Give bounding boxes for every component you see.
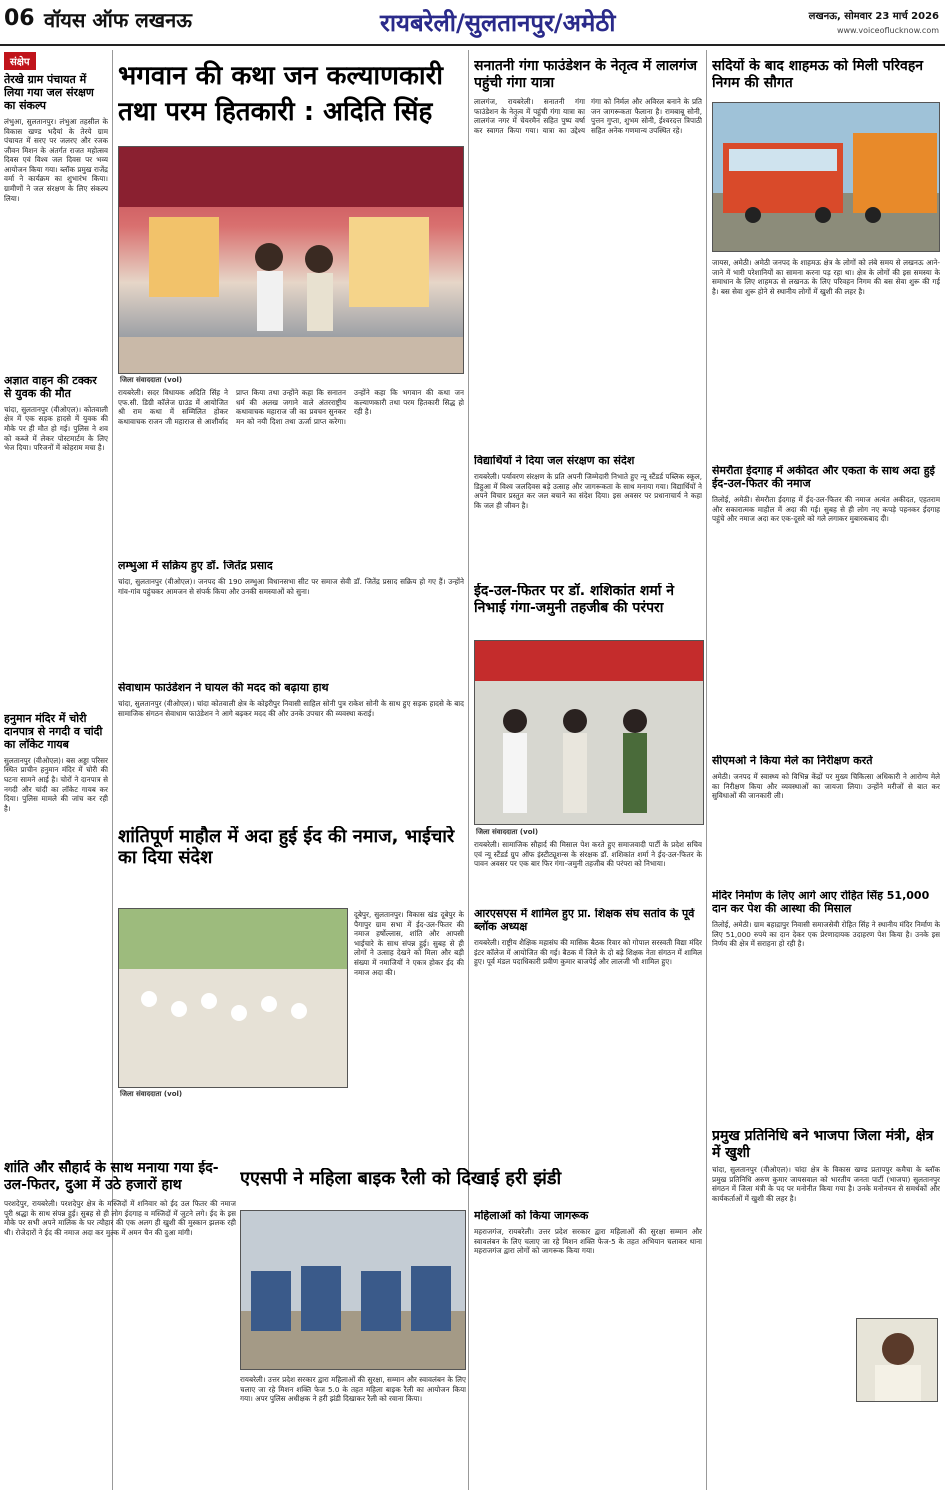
shantipurn-photo-credit: जिला संवाददाता (vol): [120, 1090, 183, 1098]
asp-story: [240, 1168, 702, 1204]
aditi-photo-credit: जिला संवाददाता (vol): [120, 376, 183, 384]
cmo-headline: सीएमओ ने किया मेले का निरीक्षण करते: [712, 755, 873, 767]
masthead: [0, 0, 945, 46]
brief-1-headline: तेरखे ग्राम पंचायत में लिया गया जल संरक्षण का संकल्प: [4, 73, 94, 112]
brand-title: वॉयस ऑफ लखनऊ: [44, 8, 192, 32]
shahmau-bus-photo: [712, 102, 940, 252]
shantipurn-body: दूबेपुर, सुलतानपुर। विकास खंड दूबेपुर के पैगापुर ग्राम सभा में ईद-उल-फितर की नमाज हर्षोल्लास, शांति और आपसी भाईचारे के साथ संपन्न हुई। सुबह से ही लोगों ने उत्साह देखने को मिला और बड़ी संख्या में नमाजियों ने एकत्र होकर ईद की नमाज अदा की।: [354, 910, 464, 977]
sewadham-body: चांदा, सुलतानपुर (वीओएल)। चांदा कोतवाली क्षेत्र के कोइरीपुर निवासी साहिल सोनी पुत्र राकेश सोनी के साथ हुए सड़क हादसे के बाद सामाजिक संगठन सेवाधाम फाउंडेशन ने आगे बढ़कर मदद की और उनके उपचार की व्यवस्था कराई।: [118, 698, 464, 718]
sankshep-tag: संक्षेप: [4, 52, 36, 70]
eid-parshadepur-headline: शांति और सौहार्द के साथ मनाया गया ईद-उल-फितर, दुआ में उठे हजारों हाथ: [4, 1160, 219, 1193]
column-divider: [468, 50, 469, 1490]
shahmau-body: जायस, अमेठी। अमेठी जनपद के शाहमऊ क्षेत्र के लोगों को लंबे समय से लखनऊ आने-जाने में भारी परेशानियों का सामना करना पड़ रहा था। क्षेत्र के लोगों की इस समस्या के समाधान के लिए शाहमऊ से लखनऊ के लिए परिवहन निगम की बस सेवा शुरू की गई है। बस सेवा शुरू होने से स्थानीय लोगों में खुशी की लहर है।: [712, 258, 940, 296]
semrauta-body: तिलोई, अमेठी। सेमरौता ईदगाह में ईद-उल-फितर की नमाज अत्यंत अकीदत, एहतराम और सकारात्मक माहौल में अदा की गई। सुबह से ही लोग नए कपड़े पहनकर ईदगाह पहुंचे और नमाज अदा कर एक-दूसरे को गले लगाकर मुबारकबाद दी।: [712, 494, 940, 524]
eid-shashikant-body: रायबरेली। सामाजिक सौहार्द की मिसाल पेश करते हुए समाजवादी पार्टी के प्रदेश सचिव एवं न्यू स्टैंडर्ड ग्रुप ऑफ इंस्टीट्यूशन्स के संरक्षक डॉ. शशिकांत शर्मा ने ईद-उल-फितर के पावन अवसर पर एक बार फिर गंगा-जमुनी तहजीब की परंपरा को निभाया।: [474, 840, 702, 869]
site-url[interactable]: www.voiceoflucknow.com: [836, 26, 939, 35]
sanatani-story: [474, 58, 702, 448]
vidyarthi-story: [474, 455, 702, 575]
rss-body: रायबरेली। राष्ट्रीय शैक्षिक महासंघ की मासिक बैठक रिवार को गोपाल सरस्वती विद्या मंदिर इंटर कॉलेज में आयोजित की गई। बैठक में जिले के दो बड़े शिक्षक नेता संगठन में शामिल हुए। पूर्व मंडल पदाधिकारी प्रवीण कुमार बाजपेई और लालजी भी शामिल हुए।: [474, 937, 702, 967]
brief-1-body: लंभुआ, सुलतानपुर। लंभुआ तहसील के विकास खण्ड भदैयां के तेरये ग्राम पंचायत में सरए पर जलरए और रजक जीवन मिशन के अंतर्गत राजत महोत्सव दिवस एवं विश्व जल दिवस पर भव्य आयोजन किया गया। ब्लॉक प्रमुख राजेंद्र वर्मा ने कार्यक्रम का शुभारंभ किया। ग्रामीणों ने जल संरक्षण के लिए संकल्प लिया।: [4, 116, 108, 203]
rohit-headline: मंदिर निर्माण के लिए आगे आए रोहित सिंह 51,000 दान कर पेश की आस्था की मिसाल: [712, 890, 930, 915]
aditi-body: रायबरेली। सदर विधायक अदिति सिंह ने एफ.सी. डिग्री कॉलेज ग्राउंड में आयोजित श्री राम कथा में सम्मिलित होकर कथावाचक राजन जी महाराज से आशीर्वाद प्राप्त किया तथा उन्होंने कहा कि सनातन धर्म की अलख जगाने वाले अंतरराष्ट्रीय कथावाचक महाराज जी का प्रवचन सुनकर मन को नयी दिशा तथा ऊर्जा प्राप्त करेगा। उन्होंने कहा कि भगवान की कथा जन कल्याणकारी तथा परम हितकारी सिद्ध हो रही है।: [118, 388, 464, 426]
asp-headline: एएसपी ने महिला बाइक रैली को दिखाई हरी झंडी: [240, 1168, 562, 1189]
jitendra-story: [118, 560, 464, 670]
semrauta-story: [712, 465, 940, 745]
aditi-photo: [118, 146, 464, 374]
pramukh-body: चांदा, सुलतानपुर (वीओएल)। चांदा क्षेत्र के विकास खण्ड प्रतापपुर कमैचा के ब्लॉक प्रमुख प्रतिनिधि अरुण कुमार जायसवाल को भारतीय जनता पार्टी (भाजपा) सुलतानपुर संगठन में जिला मंत्री के पद पर मनोनीत किया गया है। उनके मनोनयन से समर्थकों और कार्यकर्ताओं में खुशी की लहर है।: [712, 1165, 940, 1203]
eid-parshadepur-body: परशदेपुर, रायबरेली। परशदेपुर क्षेत्र के मस्जिदों में शनिवार को ईद उल फितर की नमाज पूरी श्रद्धा के साथ संपन्न हुई। सुबह से ही लोग ईदगाह व मस्जिदों में जुटने लगे। ईद के इस मौके पर सभी अपने मालिक के घर त्यौहार की एक अलग ही खुशी की मुस्कान झलक रही थी। रोजेदारों ने ईद की नमाज अदा कर मुल्क में अमन चैन की दुआ मांगी।: [4, 1199, 236, 1237]
pramukh-story: [712, 1128, 940, 1490]
shantipurn-photo: [118, 908, 348, 1088]
eid-shashikant-photo-credit: जिला संवाददाता (vol): [476, 828, 539, 836]
brief-3-body: सुलतानपुर (वीओएल)। बस अड्डा परिसर स्थित प्राचीन हनुमान मंदिर में चोरी की घटना सामने आई है। चोरों ने दानपात्र से नगदी और चांदी का लॉकेट गायब कर दिया। पुलिस मामले की जांच कर रही है।: [4, 755, 108, 813]
aditi-headline: भगवान की कथा जन कल्याणकारी तथा परम हितकारी : अदिति सिंह: [118, 61, 444, 128]
mahila-story: [474, 1210, 702, 1490]
mahila-body: महराजगंज, रायबरेली। उत्तर प्रदेश सरकार द्वारा महिलाओं की सुरक्षा सम्मान और स्वावलंबन के लिए चलाए जा रहे मिशन शक्ति फेज-5 के तहत अभियान चलाकर थाना महराजगंज द्वारा लोगों को जागरूक किया गया।: [474, 1226, 702, 1256]
vidyarthi-headline: विद्यार्थियों ने दिया जल संरक्षण का संदेश: [474, 455, 635, 467]
asp-body: रायबरेली। उत्तर प्रदेश सरकार द्वारा महिलाओं की सुरक्षा, सम्मान और स्वावलंबन के लिए चलाए जा रहे मिशन शक्ति फेज 5.0 के तहत महिला बाइक रैली का आयोजन किया गया। अपर पुलिस अधीक्षक ने हरी झंडी दिखाकर रैली को रवाना किया।: [240, 1375, 466, 1404]
brief-3-headline: हनुमान मंदिर में चोरी दानपात्र से नगदी व चांदी का लॉकेट गायब: [4, 711, 103, 751]
rss-headline: आरएसएस में शामिल हुए प्रा. शिक्षक संघ सतांव के पूर्व ब्लॉक अध्यक्ष: [474, 908, 695, 933]
asp-rally-photo: [240, 1210, 466, 1370]
brief-2-body: चांदा, सुलतानपुर (वीओएल)। कोतवाली क्षेत्र में एक सड़क हादसे में युवक की मौके पर ही मौत हो गई। पुलिस ने शव को कब्जे में लेकर पोस्टमार्टम के लिए भेज दिया। परिजनों में कोहराम मचा है।: [4, 404, 108, 453]
semrauta-headline: सेमरौता ईदगाह में अकीदत और एकता के साथ अदा हुई ईद-उल-फितर की नमाज: [712, 465, 935, 490]
date-line: लखनऊ, सोमवार 23 मार्च 2026: [808, 11, 939, 22]
pramukh-portrait: [856, 1318, 938, 1402]
cmo-body: अमेठी। जनपद में स्वास्थ्य को विभिन्न केंद्रों पर मुख्य चिकित्सा अधिकारी ने आरोग्य मेले का निरीक्षण किया और व्यवस्थाओं का जायजा लिया। उन्होंने मरीजों से बात कर सुविधाओं की जानकारी ली।: [712, 771, 940, 801]
cmo-story: [712, 755, 940, 885]
pramukh-headline: प्रमुख प्रतिनिधि बने भाजपा जिला मंत्री, क्षेत्र में खुशी: [712, 1128, 934, 1161]
eid-shashikant-photo: [474, 640, 704, 825]
sanatani-body: लालगंज, रायबरेली। सनातनी गंगा फाउंडेशन के नेतृत्व में पहुंची गंगा यात्रा का लालगंज नगर में चेयरमैन सहित पुष्प वर्षा कर स्वागत किया गया। यात्रा का उद्देश्य गंगा को निर्मल और अविरल बनाने के प्रति जन जागरूकता फैलाना है। रामबाबू सोनी, पुत्तन गुप्ता, शुभम सोनी, ईश्वरदत्त त्रिपाठी सहित अनेक गणमान्य उपस्थित रहे।: [474, 97, 702, 135]
page-number: 06: [4, 6, 35, 31]
jitendra-body: चांदा, सुलतानपुर (वीओएल)। जनपद की 190 लम्भुआ विधानसभा सीट पर समाज सेवी डॉ. जितेंद्र प्रसाद सक्रिय हो गए हैं। उन्होंने गांव-गांव पहुंचकर आमजन से संपर्क किया और उनकी समस्याओं को सुना।: [118, 576, 464, 596]
brief-2-headline: अज्ञात वाहन की टक्कर से युवक की मौत: [4, 373, 97, 400]
shahmau-headline: सदियों के बाद शाहमऊ को मिली परिवहन निगम की सौगत: [712, 58, 924, 91]
rohit-story: [712, 890, 940, 1120]
eid-shashikant-headline: ईद-उल-फितर पर डॉ. शशिकांत शर्मा ने निभाई गंगा-जमुनी तहजीब की परंपरा: [474, 583, 675, 616]
column-divider: [706, 50, 707, 1490]
vidyarthi-body: रायबरेली। पर्यावरण संरक्षण के प्रति अपनी जिम्मेदारी निभाते हुए न्यू स्टैंडर्ड पब्लिक स्कूल, डिहुआ में विश्व जलदिवस बड़े उत्साह और जागरूकता के साथ मनाया गया। विद्यार्थियों ने अपने विचार प्रस्तुत कर जल बचाने का संदेश दिया। इस अवसर पर प्रधानाचार्य ने कहा कि जल ही जीवन है।: [474, 471, 702, 510]
sanatani-headline: सनातनी गंगा फाउंडेशन के नेतृत्व में लालगंज पहुंची गंगा यात्रा: [474, 58, 697, 91]
eid-parshadepur-story: [4, 1160, 236, 1490]
mahila-headline: महिलाओं को किया जागरूक: [474, 1210, 589, 1222]
sewadham-headline: सेवाधाम फाउंडेशन ने घायल की मदद को बढ़ाया हाथ: [118, 682, 329, 694]
sewadham-story: [118, 682, 464, 812]
shantipurn-headline: शांतिपूर्ण माहौल में अदा हुई ईद की नमाज, भाईचारे का दिया संदेश: [118, 826, 455, 869]
section-title: रायबरेली/सुलतानपुर/अमेठी: [380, 9, 616, 37]
rss-story: [474, 908, 702, 1148]
jitendra-headline: लम्भुआ में सक्रिय हुए डॉ. जितेंद्र प्रसाद: [118, 560, 273, 572]
shantipurn-story: [118, 826, 464, 906]
rohit-body: तिलोई, अमेठी। ग्राम बहाद्रापुर निवासी समाजसेवी रोहित सिंह ने स्थानीय मंदिर निर्माण के लिए 51,000 रुपये का दान देकर एक प्रेरणादायक उदाहरण पेश किया है। उनके इस निर्णय की क्षेत्र में सराहना हो रही है।: [712, 919, 940, 949]
